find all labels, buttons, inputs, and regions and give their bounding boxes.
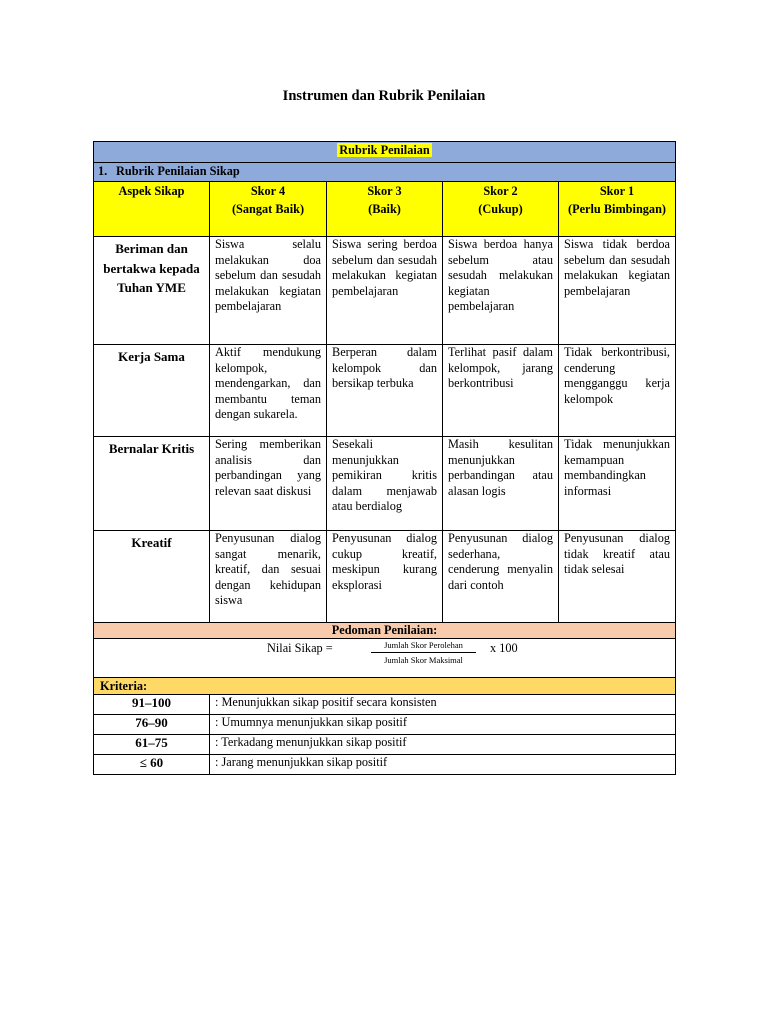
score-1-cell: Tidak menunjukkan kemampuan membandingkan informasi (559, 437, 676, 531)
criteria-row (94, 695, 676, 715)
criteria-range: ≤ 60 (94, 755, 210, 775)
criteria-title: Kriteria: (94, 678, 676, 695)
header-score-4: Skor 4 (Sangat Baik) (210, 182, 327, 237)
score-header-row (94, 182, 676, 237)
header-score-1: Skor 1 (Perlu Bimbingan) (559, 182, 676, 237)
criteria-row (94, 715, 676, 735)
header-aspect: Aspek Sikap (94, 182, 210, 237)
formula-label: Nilai Sikap = (267, 641, 333, 655)
table-heading-cell (94, 142, 676, 163)
score-3-cell: Sesekali menunjukkan pemikiran kritis dalam menjawab atau berdialog (327, 437, 443, 531)
formula-numerator: Jumlah Skor Perolehan (384, 640, 463, 650)
rubric-table (93, 141, 676, 775)
header-score-3: Skor 3 (Baik) (327, 182, 443, 237)
criteria-range: 91–100 (94, 695, 210, 715)
aspect-cell: Beriman dan bertakwa kepada Tuhan YME (94, 237, 210, 345)
score-4-cell: Penyusunan dialog sangat menarik, kreatif, dan sesuai dengan kehidupan siswa (210, 531, 327, 623)
header-score-2: Skor 2 (Cukup) (443, 182, 559, 237)
section-heading-cell (94, 163, 676, 182)
score-4-cell: Aktif mendukung kelompok, mendengarkan, dan membantu teman dengan sukarela. (210, 345, 327, 437)
score-2-cell: Masih kesulitan menunjukkan perbandingan atau alasan logis (443, 437, 559, 531)
criteria-row (94, 755, 676, 775)
fraction-bar (371, 652, 476, 653)
table-row (94, 437, 676, 531)
section-number: 1. (98, 164, 108, 178)
document-title: Instrumen dan Rubrik Penilaian (282, 88, 486, 104)
score-3-cell: Penyusunan dialog cukup kreatif, meskipun kurang eksplorasi (327, 531, 443, 623)
score-3-cell: Berperan dalam kelompok dan bersikap terbuka (327, 345, 443, 437)
score-1-cell: Tidak berkontribusi, cenderung mengganggu kerja kelompok (559, 345, 676, 437)
formula-fraction (371, 640, 476, 665)
table-row (94, 531, 676, 623)
table-row (94, 237, 676, 345)
criteria-range: 76–90 (94, 715, 210, 735)
criteria-description: : Jarang menunjukkan sikap positif (210, 755, 676, 775)
criteria-row (94, 735, 676, 755)
criteria-description: : Umumnya menunjukkan sikap positif (210, 715, 676, 735)
criteria-description: : Terkadang menunjukkan sikap positif (210, 735, 676, 755)
formula-multiplier: x 100 (490, 641, 518, 655)
table-heading: Rubrik Penilaian (339, 143, 430, 157)
score-4-cell: Siswa selalu melakukan doa sebelum dan sesudah melakukan kegiatan pembelajaran (210, 237, 327, 345)
table-row (94, 345, 676, 437)
score-2-cell: Terlihat pasif dalam kelompok, jarang berkontribusi (443, 345, 559, 437)
section-title: Rubrik Penilaian Sikap (116, 164, 240, 178)
aspect-cell: Kreatif (94, 531, 210, 623)
score-3-cell: Siswa sering berdoa sebelum dan sesudah melakukan kegiatan pembelajaran (327, 237, 443, 345)
aspect-cell: Kerja Sama (94, 345, 210, 437)
criteria-range: 61–75 (94, 735, 210, 755)
criteria-description: : Menunjukkan sikap positif secara konsisten (210, 695, 676, 715)
formula-cell (94, 639, 676, 678)
guide-title: Pedoman Penilaian: (94, 623, 676, 639)
aspect-cell: Bernalar Kritis (94, 437, 210, 531)
score-2-cell: Penyusunan dialog sederhana, cenderung menyalin dari contoh (443, 531, 559, 623)
score-1-cell: Penyusunan dialog tidak kreatif atau tidak selesai (559, 531, 676, 623)
score-1-cell: Siswa tidak berdoa sebelum dan sesudah melakukan kegiatan pembelajaran (559, 237, 676, 345)
score-2-cell: Siswa berdoa hanya sebelum atau sesudah melakukan kegiatan pembelajaran (443, 237, 559, 345)
formula-denominator: Jumlah Skor Maksimal (384, 655, 463, 665)
score-4-cell: Sering memberikan analisis dan perbandingan yang relevan saat diskusi (210, 437, 327, 531)
